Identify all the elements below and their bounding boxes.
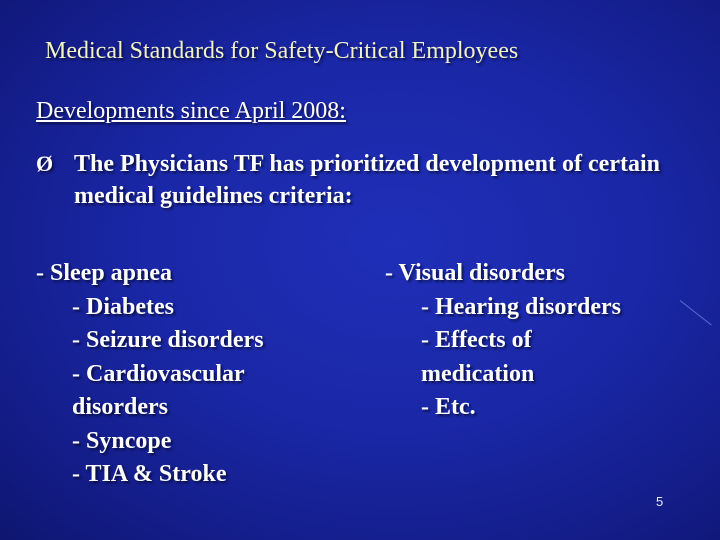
bullet-text: The Physicians TF has prioritized development of certain medical guidelines criteria: [74, 151, 660, 209]
left-criteria-list [36, 257, 264, 492]
list-item: - Visual disorders [385, 260, 566, 286]
decorative-line [680, 300, 712, 325]
bullet-arrow-icon: Ø [36, 151, 54, 176]
list-item: - Hearing disorders [421, 293, 621, 320]
page-number: 5 [656, 494, 664, 509]
list-item: - Cardiovascular [72, 360, 245, 387]
right-criteria-list [385, 257, 621, 425]
list-item: - TIA & Stroke [72, 461, 227, 487]
list-item: - Sleep apnea [36, 260, 173, 286]
list-item: - Etc. [421, 394, 476, 420]
slide-title: Medical Standards for Safety-Critical Employees [45, 38, 519, 64]
list-item: - Diabetes [72, 293, 174, 320]
list-item: - Effects of [421, 327, 532, 353]
slide-subheading: Developments since April 2008: [36, 98, 346, 124]
list-item: - Syncope [72, 427, 172, 454]
list-item: medication [421, 360, 535, 387]
list-item: - Seizure disorders [72, 327, 264, 353]
list-item: disorders [72, 394, 168, 420]
